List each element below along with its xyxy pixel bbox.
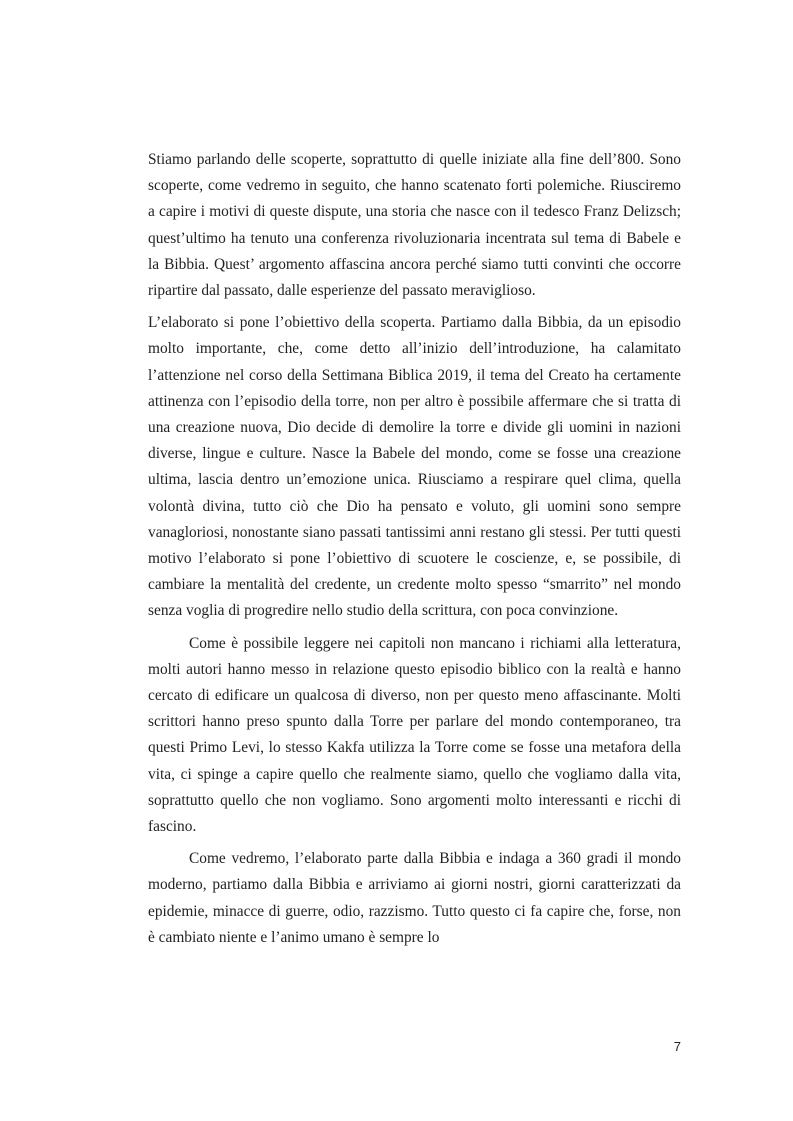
paragraph-4: Come vedremo, l’elaborato parte dalla Bibbia e indaga a 360 gradi il mondo moderno, partiamo dalla Bibbia e arriviamo ai giorni nostri, giorni caratterizzati da epidemie, minacce di guerre, odio, razzismo. Tutto questo ci fa capire che, forse, non è cambiato niente e l’animo umano è sempre lo — [148, 850, 681, 946]
paragraph-3: Come è possibile leggere nei capitoli non mancano i richiami alla letteratura, molti autori hanno messo in relazione questo episodio biblico con la realtà e hanno cercato di edificare un qualcosa di diverso, non per questo meno affascinante. Molti scrittori hanno preso spunto dalla Torre per parlare del mondo contemporaneo, tra questi Primo Levi, lo stesso Kakfa utilizza la Torre come se fosse una metafora della vita, ci spinge a capire quello che realmente siamo, quello che vogliamo dalla vita, soprattutto quello che non vogliamo. Sono argomenti molto interessanti e ricchi di fascino. — [148, 634, 681, 836]
page-number: 7 — [673, 1039, 681, 1054]
paragraph-2: L’elaborato si pone l’obiettivo della scoperta. Partiamo dalla Bibbia, da un episodio molto importante, che, come detto all’inizio dell’introduzione, ha calamitato l’attenzione nel corso della Settimana Biblica 2019, il tema del Creato ha certamente attinenza con l’episodio della torre, non per altro è possibile affermare che si tratta di una creazione nuova, Dio decide di demolire la torre e divide gli uomini in nazioni diverse, lingue e culture. Nasce la Babele del mondo, come se fosse una creazione ultima, lascia dentro un’emozione unica. Riusciamo a respirare quel clima, quella volontà divina, tutto ciò che Dio ha pensato e voluto, gli uomini sono sempre vanagloriosi, nonostante siano passati tantissimi anni restano gli stessi. Per tutti questi motivo l’elaborato si pone l’obiettivo di scuotere le coscienze, e, se possibile, di cambiare la mentalità del credente, un credente molto spesso “smarrito” nel mondo senza voglia di progredire nello studio della scrittura, con poca convinzione. — [148, 314, 681, 620]
paragraph-1: Stiamo parlando delle scoperte, soprattutto di quelle iniziate alla fine dell’800. Sono scoperte, come vedremo in seguito, che hanno scatenato forti polemiche. Riusciremo a capire i motivi di queste dispute, una storia che nasce con il tedesco Franz Delizsch; quest’ultimo ha tenuto una conferenza rivoluzionaria incentrata sul tema di Babele e la Bibbia. Quest’ argomento affascina ancora perché siamo tutti convinti che occorre ripartire dal passato, dalle esperienze del passato meraviglioso. — [148, 151, 681, 300]
body-text — [148, 147, 681, 957]
